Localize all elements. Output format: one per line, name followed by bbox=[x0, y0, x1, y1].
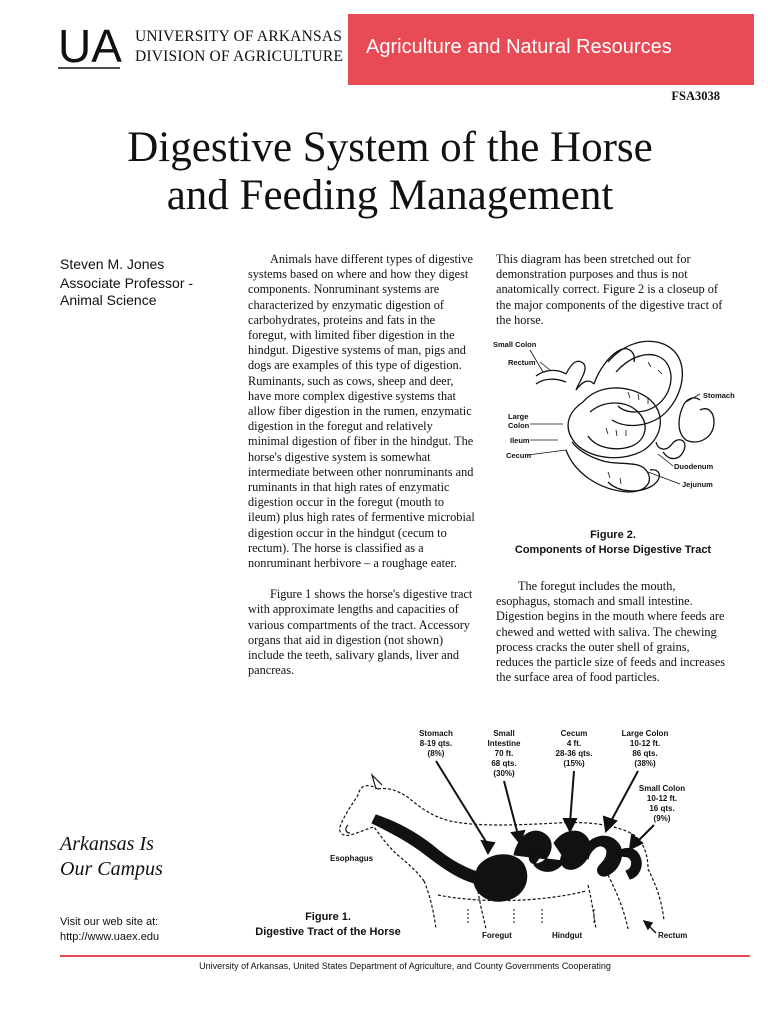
fig1-si-name2: Intestine bbox=[487, 739, 521, 748]
figure-1-caption-line-1: Figure 1. bbox=[305, 911, 351, 923]
fig2-label-jejunum: Jejunum bbox=[682, 480, 713, 489]
fig1-stomach-name: Stomach bbox=[419, 729, 453, 738]
campus-tagline bbox=[60, 832, 163, 882]
campus-tagline-line-1: Arkansas Is bbox=[60, 833, 154, 855]
paragraph-figure1-intro: Figure 1 shows the horse's digestive tract with approximate lengths and capacities of various compartments of the tract. Accessory organs that aid in digestion (not shown) include the teeth, salivary glands, liver and pancreas. bbox=[248, 587, 473, 678]
title-line-2: and Feeding Management bbox=[166, 172, 614, 219]
university-name: UNIVERSITY OF ARKANSAS bbox=[135, 28, 343, 45]
fig1-cecum-pct: (15%) bbox=[563, 759, 585, 768]
fig2-label-cecum: Cecum bbox=[506, 451, 532, 460]
paragraph-diagram-note: This diagram has been stretched out for demonstration purposes and thus is not anatomically correct. Figure 2 is a closeup of the major components of the digestive tract of the horse. bbox=[496, 252, 723, 327]
author-role-2: Animal Science bbox=[60, 292, 157, 308]
fig1-cecum-len: 4 ft. bbox=[566, 739, 582, 748]
body-column-2-top bbox=[496, 252, 728, 328]
fig2-label-rectum: Rectum bbox=[508, 358, 536, 367]
campus-tagline-line-2: Our Campus bbox=[60, 858, 163, 880]
fig2-label-duodenum: Duodenum bbox=[674, 462, 714, 471]
figure-2-caption-line-1: Figure 2. bbox=[590, 529, 636, 541]
footer-text: University of Arkansas, United States Department of Agriculture, and County Governments Cooperating bbox=[199, 961, 611, 971]
title-line-1: Digestive System of the Horse bbox=[127, 124, 653, 171]
fig1-rectum-label: Rectum bbox=[658, 931, 688, 940]
figure-2-caption bbox=[488, 528, 738, 558]
author-block bbox=[60, 256, 193, 309]
author-name: Steven M. Jones bbox=[60, 256, 165, 272]
fig1-si-name1: Small bbox=[493, 729, 515, 738]
university-logo bbox=[58, 22, 128, 70]
paragraph-digestive-types: Animals have different types of digestive systems based on where and how they digest components. Nonruminant systems are characterized by enzymatic digestion of carbohydrates, proteins and fats in the foregut, with limited fiber digestion in the hindgut. Digestive systems of man, pigs and dogs are examples of this type of digestion. Ruminants, such as cows, sheep and deer, have more complex digestive systems that allow fiber digestion in the rumen, enzymatic digestion in the foregut and relatively minimal digestion of fiber in the hindgut. The horse's digestive system is somewhat intermediate between other nonruminants and ruminants in that high rates of enzymatic digestion occur in the foregut (mouth to ileum) plus high rates of fermentive microbial digestion occur in the hindgut (cecum to rectum). The horse is classified as a nonruminant herbivore – a roughage eater. bbox=[248, 252, 475, 571]
fig1-small-colon-cap: 16 qts. bbox=[649, 804, 675, 813]
fig1-si-len: 70 ft. bbox=[494, 749, 514, 758]
logo-letters: UA bbox=[58, 22, 122, 70]
fig2-label-large: Large bbox=[508, 412, 529, 421]
fig1-small-colon-len: 10-12 ft. bbox=[646, 794, 678, 803]
fig1-large-colon-pct: (38%) bbox=[634, 759, 656, 768]
figure-2-diagram bbox=[488, 332, 738, 512]
paragraph-foregut: The foregut includes the mouth, esophagus, stomach and small intestine. Digestion begins in the mouth where feeds are chewed and wetted with saliva. The chewing process cracks the outer shell of grains, reduces the particle size of feeds and increases the surface area of food particles. bbox=[496, 579, 726, 685]
fig1-stomach-cap: 8-19 qts. bbox=[419, 739, 453, 748]
category-banner-text: Agriculture and Natural Resources bbox=[366, 36, 672, 58]
fig2-label-ileum: Ileum bbox=[510, 436, 530, 445]
fig1-small-colon-pct: (9%) bbox=[653, 814, 671, 823]
fig1-large-colon-name: Large Colon bbox=[621, 729, 669, 738]
body-column-1 bbox=[248, 252, 476, 678]
fig2-label-stomach: Stomach bbox=[703, 391, 735, 400]
fig1-foregut-label: Foregut bbox=[482, 931, 512, 940]
footer-divider bbox=[60, 955, 750, 957]
fig1-large-colon-cap: 86 qts. bbox=[632, 749, 658, 758]
fig1-hindgut-label: Hindgut bbox=[552, 931, 583, 940]
document-code: FSA3038 bbox=[671, 89, 720, 103]
body-column-2-bottom bbox=[496, 579, 728, 685]
fig1-small-colon-name: Small Colon bbox=[638, 784, 686, 793]
figure-1-caption bbox=[248, 910, 408, 940]
fig1-cecum-name: Cecum bbox=[560, 729, 588, 738]
fig1-large-colon-len: 10-12 ft. bbox=[629, 739, 661, 748]
fig2-label-small-colon: Small Colon bbox=[493, 340, 537, 349]
page-title bbox=[0, 124, 768, 220]
website-prompt: Visit our web site at: bbox=[60, 916, 159, 928]
fig1-si-pct: (30%) bbox=[493, 769, 515, 778]
fig1-stomach-pct: (8%) bbox=[427, 749, 445, 758]
figure-2-caption-line-2: Components of Horse Digestive Tract bbox=[514, 544, 712, 556]
fig1-cecum-cap: 28-36 qts. bbox=[555, 749, 593, 758]
figure-1-caption-line-2: Digestive Tract of the Horse bbox=[255, 926, 401, 938]
fig2-label-colon: Colon bbox=[508, 421, 530, 430]
fig1-si-cap: 68 qts. bbox=[491, 759, 517, 768]
division-name: DIVISION OF AGRICULTURE bbox=[135, 48, 344, 65]
fig1-esophagus-label: Esophagus bbox=[330, 854, 374, 863]
author-role-1: Associate Professor - bbox=[60, 275, 194, 291]
website-info bbox=[60, 915, 159, 945]
website-link[interactable]: http://www.uaex.edu bbox=[60, 931, 160, 943]
